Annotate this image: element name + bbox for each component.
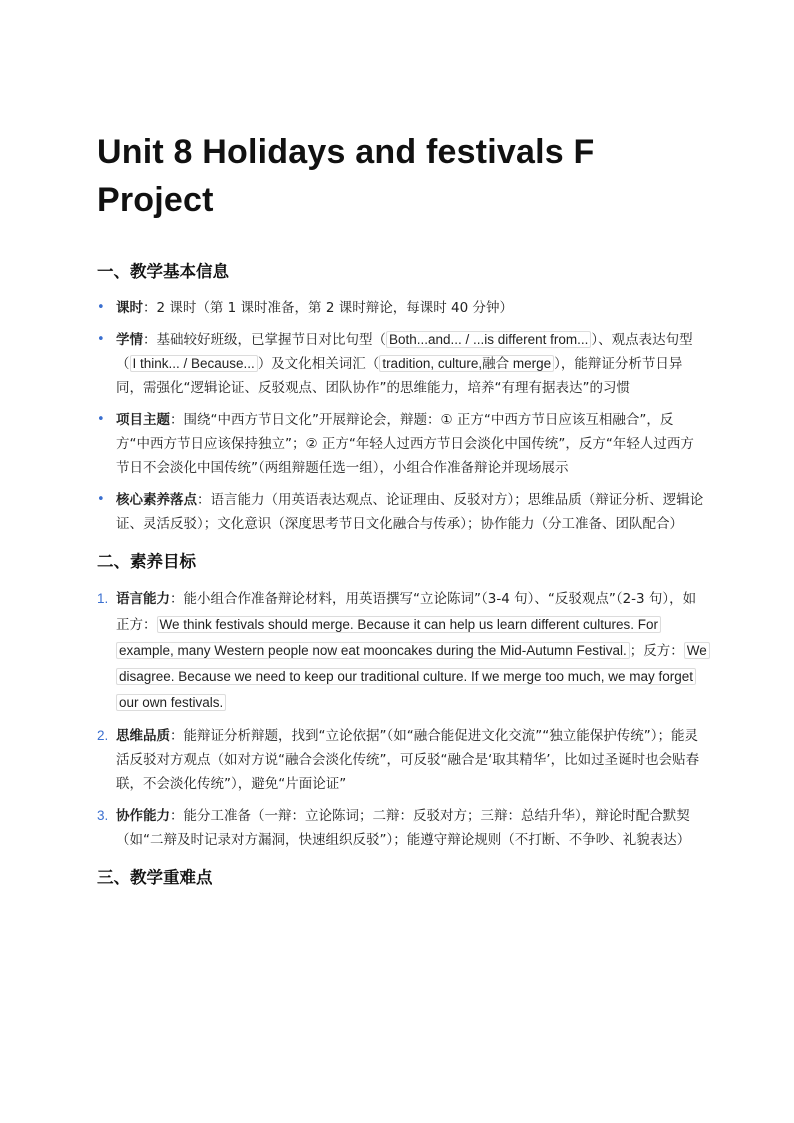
item-text: 2 课时（第 1 课时准备，第 2 课时辩论，每课时 40 分钟） <box>156 300 513 316</box>
item-text: 基础较好班级，已掌握节日对比句型（ <box>156 332 386 348</box>
item-text: 能辩证分析辩题，找到“立论依据”（如“融合能促进文化交流”“独立能保护传统”）；能灵活反驳对方观点（如对方说“融合会淡化传统”，可反驳“融合是‘取其精华’，比如过圣诞时也会贴春联，不会淡化传统”），避免“片面论证” <box>116 728 700 792</box>
list-item-thinking-quality <box>97 724 707 796</box>
list-item-language-ability <box>97 586 707 716</box>
literacy-goals-list <box>97 586 707 852</box>
document-page <box>97 128 707 902</box>
page-title: Unit 8 Holidays and festivals F Project <box>97 133 595 219</box>
item-text: 语言能力（用英语表达观点、论证理由、反驳对方）；思维品质（辩证分析、逻辑论证、灵活反驳）；文化意识（深度思考节日文化融合与传承）；协作能力（分工准备、团队配合） <box>116 492 704 532</box>
list-item-core-literacy <box>97 488 707 536</box>
section-heading-key-difficulties: 三、教学重难点 <box>97 868 213 887</box>
item-separator: ： <box>143 300 157 316</box>
item-text: ；反方： <box>629 643 684 659</box>
item-separator: ： <box>170 728 184 744</box>
item-separator: ： <box>197 492 211 508</box>
list-item-class-hours <box>97 296 707 320</box>
item-label: 项目主题 <box>116 412 170 428</box>
bullet-icon: • <box>97 332 105 347</box>
item-separator: ： <box>170 808 184 824</box>
item-text: 能分工准备（一辩：立论陈词；二辩：反驳对方；三辩：总结升华），辩论时配合默契（如“二辩及时记录对方漏洞，快速组织反驳”）；能遵守辩论规则（不打断、不争吵、礼貌表达） <box>116 808 691 848</box>
item-number: 2. <box>97 728 109 743</box>
item-text: 围绕“中西方节日文化”开展辩论会，辩题：① 正方“中西方节日应该互相融合”，反方“中西方节日应该保持独立”；② 正方“年轻人过西方节日会淡化中国传统”，反方“年轻人过西方节日不会淡化中国传统”（两组辩题任选一组），小组合作准备辩论并现场展示 <box>116 412 694 476</box>
inline-code: Both...and... / ...is different from... <box>386 331 591 348</box>
inline-code: We think festivals should merge. Because it can help us learn different cultures. For example, many Western people now eat mooncakes during the Mid-Autumn Festival. <box>116 616 661 659</box>
bullet-icon: • <box>97 492 105 507</box>
inline-code: I think... / Because... <box>130 355 258 372</box>
item-text: ）及文化相关词汇（ <box>257 356 380 372</box>
item-separator: ： <box>143 332 157 348</box>
item-label: 核心素养落点 <box>116 492 197 508</box>
section-heading-basic-info: 一、教学基本信息 <box>97 262 229 281</box>
item-separator: ： <box>170 591 184 607</box>
item-text: 能小组合作准备辩论材料，用英语撰写“立论陈词”（3-4 句）、“反驳观点”（2-3 句），如正方： <box>116 591 697 633</box>
item-text: ）、观点表达句型（ <box>116 332 693 372</box>
item-label: 语言能力 <box>116 591 170 607</box>
list-item-collaboration <box>97 804 707 852</box>
inline-code: tradition, culture,融合 merge <box>379 355 554 372</box>
item-label: 思维品质 <box>116 728 170 744</box>
list-item-project-theme <box>97 408 707 480</box>
item-text: ），能辩证分析节日异同，需强化“逻辑论证、反驳观点、团队协作”的思维能力，培养“有理有据表达”的习惯 <box>116 356 683 396</box>
inline-code: We disagree. Because we need to keep our traditional culture. If we merge too much, we may forget our own festivals. <box>116 642 710 711</box>
item-number: 3. <box>97 808 109 823</box>
list-item-student-situation <box>97 328 707 400</box>
item-number: 1. <box>97 591 109 606</box>
item-separator: ： <box>170 412 184 428</box>
bullet-icon: • <box>97 300 105 315</box>
basic-info-list <box>97 296 707 536</box>
bullet-icon: • <box>97 412 105 427</box>
item-label: 学情 <box>116 332 143 348</box>
item-label: 协作能力 <box>116 808 170 824</box>
section-heading-literacy-goals: 二、素养目标 <box>97 552 196 571</box>
item-label: 课时 <box>116 300 143 316</box>
